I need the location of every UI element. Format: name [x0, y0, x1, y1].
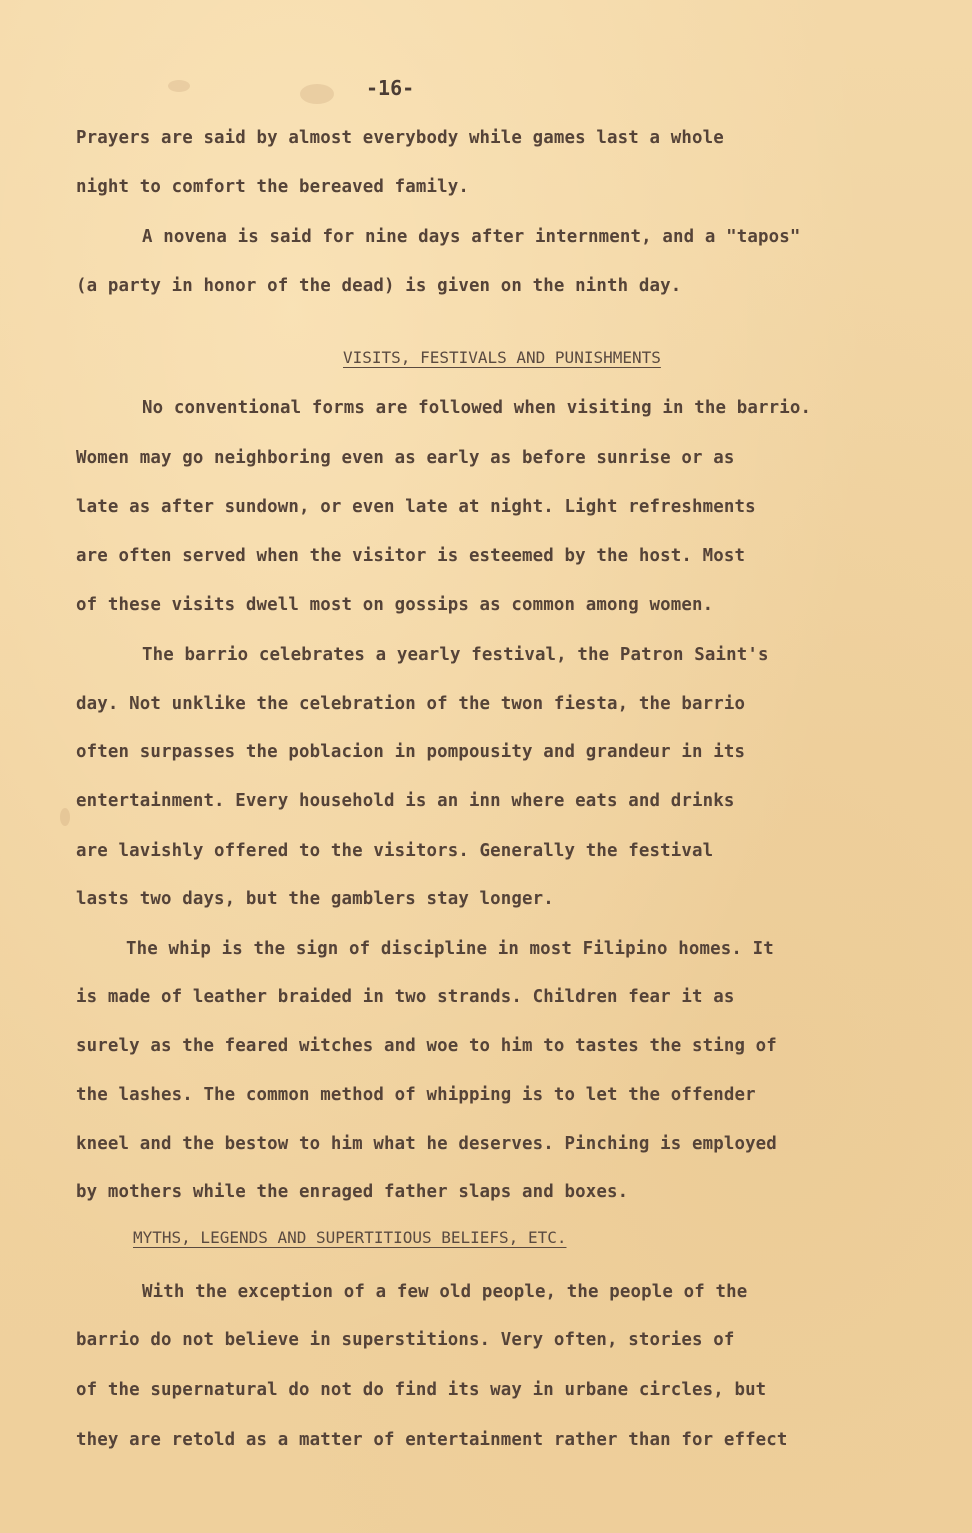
text-line: The barrio celebrates a yearly festival, the Patron Saint's: [142, 645, 769, 665]
text-line: night to comfort the bereaved family.: [76, 177, 469, 197]
text-line: (a party in honor of the dead) is given on the ninth day.: [76, 276, 682, 296]
text-line: is made of leather braided in two strands. Children fear it as: [76, 987, 735, 1007]
section-heading-visits: VISITS, FESTIVALS AND PUNISHMENTS: [343, 348, 661, 367]
text-line: kneel and the bestow to him what he deserves. Pinching is employed: [76, 1134, 777, 1154]
paper-stain: [60, 808, 70, 826]
text-line: Women may go neighboring even as early as before sunrise or as: [76, 448, 735, 468]
page-number: -16-: [366, 76, 415, 100]
section-heading-myths: MYTHS, LEGENDS AND SUPERTITIOUS BELIEFS, ETC.: [133, 1228, 567, 1247]
paper-stain: [300, 84, 334, 104]
text-line: barrio do not believe in superstitions. Very often, stories of: [76, 1330, 735, 1350]
text-line: the lashes. The common method of whipping is to let the offender: [76, 1085, 756, 1105]
text-line: by mothers while the enraged father slaps and boxes.: [76, 1182, 629, 1202]
text-line: often surpasses the poblacion in pompousity and grandeur in its: [76, 742, 746, 762]
text-line: No conventional forms are followed when visiting in the barrio.: [142, 398, 812, 418]
text-line: The whip is the sign of discipline in most Filipino homes. It: [126, 939, 774, 959]
text-line: A novena is said for nine days after internment, and a "tapos": [142, 227, 801, 247]
text-line: are lavishly offered to the visitors. Generally the festival: [76, 841, 714, 861]
paper-stain: [168, 80, 190, 92]
text-line: late as after sundown, or even late at night. Light refreshments: [76, 497, 756, 517]
text-line: are often served when the visitor is esteemed by the host. Most: [76, 546, 746, 566]
text-line: of these visits dwell most on gossips as common among women.: [76, 595, 714, 615]
text-line: Prayers are said by almost everybody while games last a whole: [76, 128, 724, 148]
text-line: With the exception of a few old people, the people of the: [142, 1282, 748, 1302]
text-line: surely as the feared witches and woe to him to tastes the sting of: [76, 1036, 777, 1056]
text-line: lasts two days, but the gamblers stay longer.: [76, 889, 554, 909]
text-line: they are retold as a matter of entertainment rather than for effect: [76, 1430, 788, 1450]
text-line: of the supernatural do not do find its way in urbane circles, but: [76, 1380, 767, 1400]
text-line: entertainment. Every household is an inn where eats and drinks: [76, 791, 735, 811]
text-line: day. Not unklike the celebration of the twon fiesta, the barrio: [76, 694, 746, 714]
